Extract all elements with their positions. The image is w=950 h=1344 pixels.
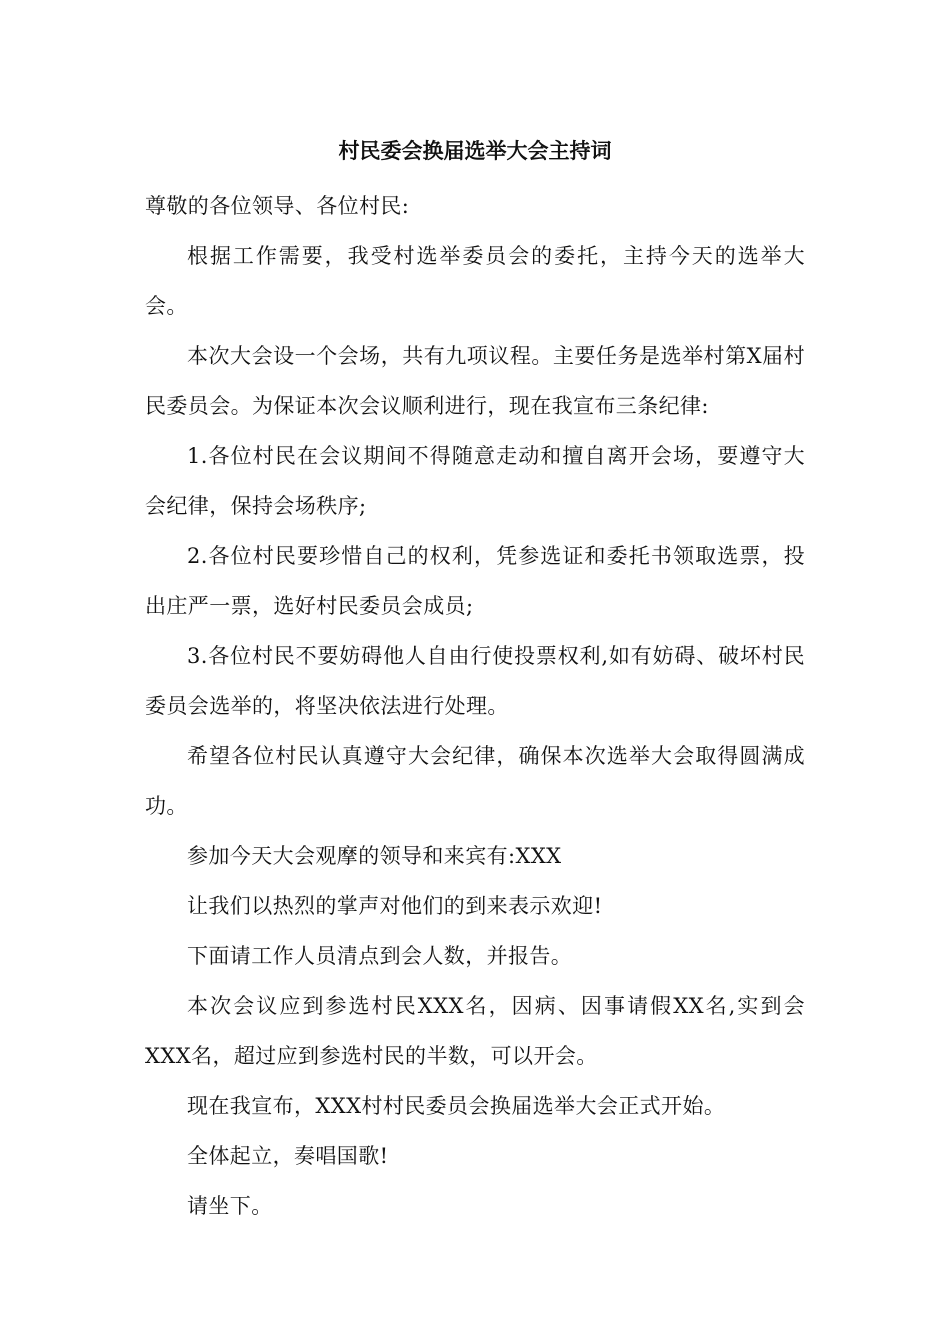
- salutation: 尊敬的各位领导、各位村民:: [145, 194, 410, 218]
- paragraph-rule-1: 1.各位村民在会议期间不得随意走动和擅自离开会场，要遵守大会纪律，保持会场秩序;: [145, 444, 805, 518]
- document-body: [145, 181, 805, 1231]
- paragraph-attendance: 本次会议应到参选村民XXX名，因病、因事请假XX名,实到会XXX名，超过应到参选村民的半数，可以开会。: [145, 994, 805, 1068]
- paragraph-opening: 现在我宣布，XXX村村民委员会换届选举大会正式开始。: [187, 1094, 726, 1118]
- paragraph-sit-down: 请坐下。: [187, 1194, 273, 1218]
- document-title: 村民委会换届选举大会主持词: [338, 138, 612, 163]
- paragraph-agenda: 本次大会设一个会场，共有九项议程。主要任务是选举村第X届村民委员会。为保证本次会议顺利进行，现在我宣布三条纪律:: [145, 344, 805, 418]
- paragraph-welcome: 让我们以热烈的掌声对他们的到来表示欢迎!: [187, 894, 603, 918]
- paragraph-intro: 根据工作需要，我受村选举委员会的委托，主持今天的选举大会。: [145, 244, 805, 318]
- paragraph-rule-2: 2.各位村民要珍惜自己的权利，凭参选证和委托书领取选票，投出庄严一票，选好村民委员会成员;: [145, 544, 805, 618]
- paragraph-headcount: 下面请工作人员清点到会人数，并报告。: [187, 944, 573, 968]
- paragraph-hope: 希望各位村民认真遵守大会纪律，确保本次选举大会取得圆满成功。: [145, 744, 805, 818]
- paragraph-anthem: 全体起立，奏唱国歌!: [187, 1144, 389, 1168]
- paragraph-guests: 参加今天大会观摩的领导和来宾有:XXX: [187, 844, 562, 868]
- paragraph-rule-3: 3.各位村民不要妨碍他人自由行使投票权利,如有妨碍、破坏村民委员会选举的，将坚决依法进行处理。: [145, 644, 805, 718]
